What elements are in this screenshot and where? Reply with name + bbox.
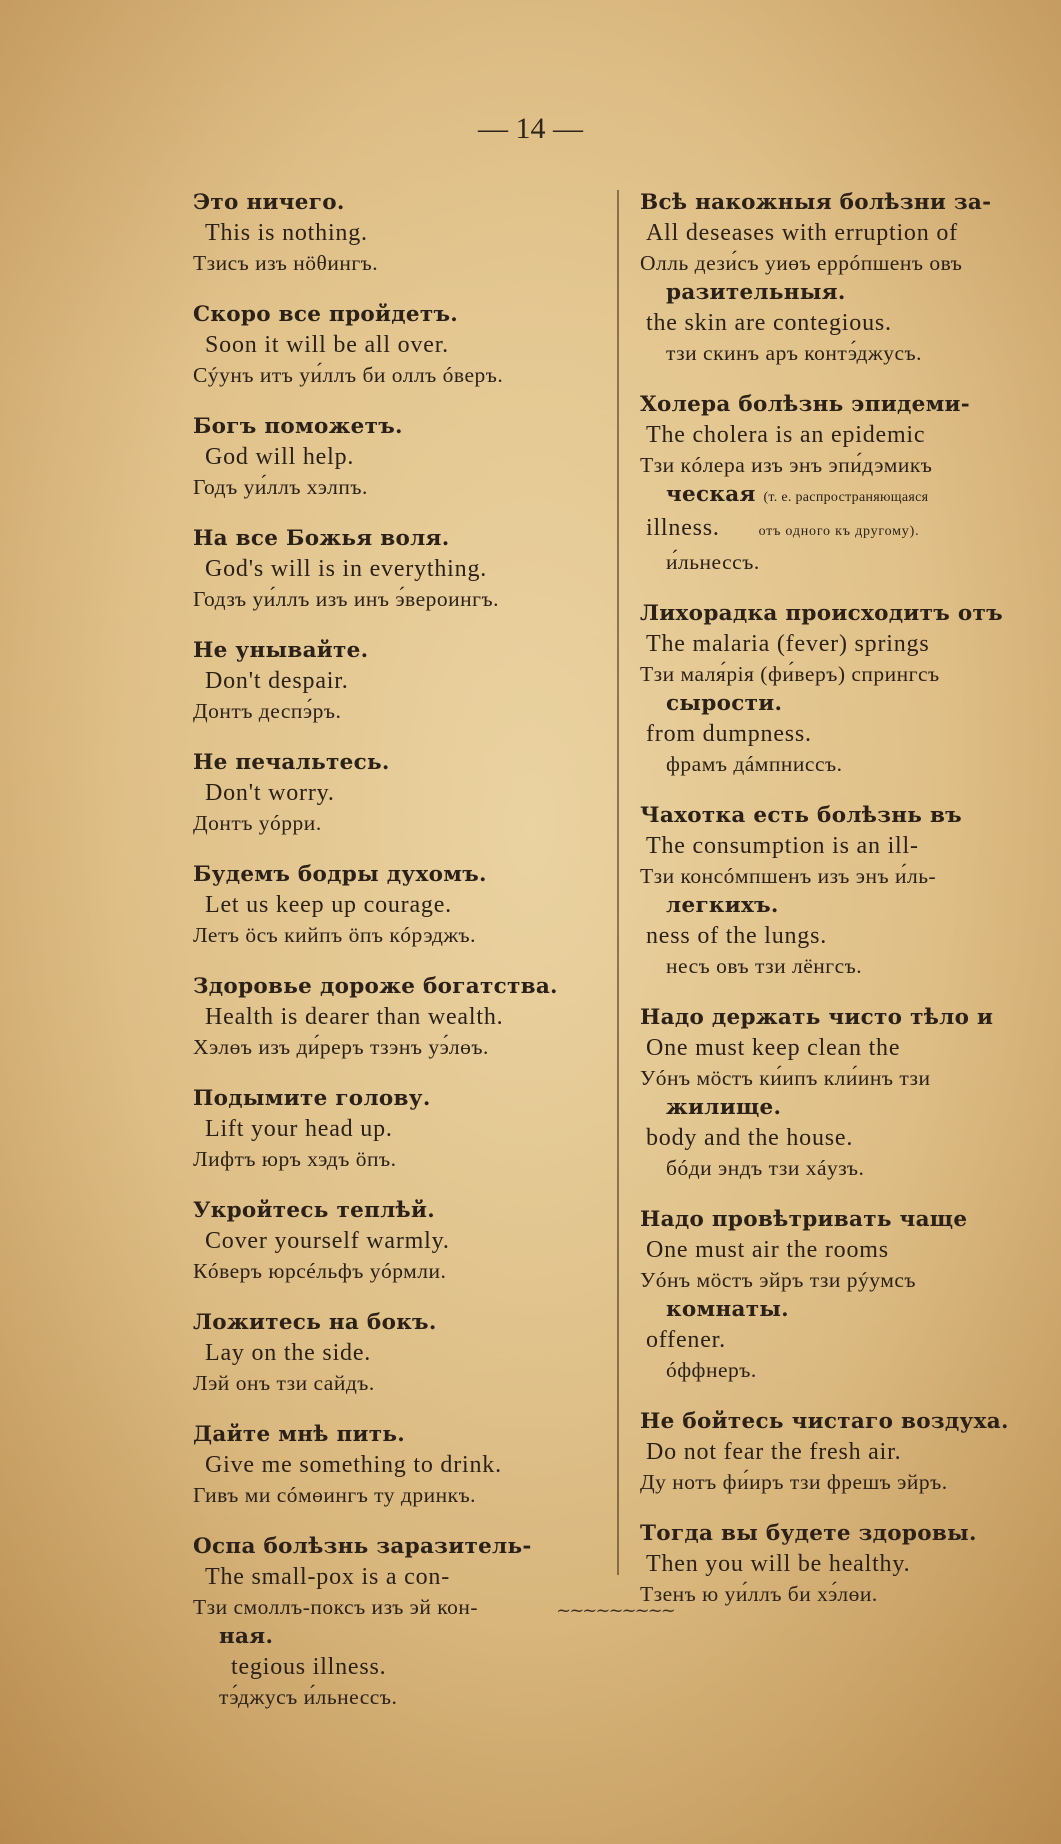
english-phrase-continued: from dumpness.	[646, 721, 812, 747]
transliteration: Тзи кóлера изъ энъ эпи́дэмикъ	[640, 453, 933, 477]
transliteration: Кóверъ юрсéльфъ уóрмли.	[193, 1259, 447, 1283]
english-phrase-continued: ness of the lungs.	[646, 923, 828, 949]
transliteration: Донтъ деспэ́ръ.	[193, 699, 342, 723]
transliteration: Годзъ уи́ллъ изъ инъ э́вероингъ.	[193, 587, 499, 611]
english-phrase-continued: tegious illness.	[231, 1654, 387, 1680]
russian-phrase: Скоро все пройдетъ.	[193, 302, 459, 327]
transliteration: Сýунъ итъ уи́ллъ би оллъ óверъ.	[193, 363, 504, 387]
transliteration: Тзи консóмпшенъ изъ энъ и́ль-	[640, 864, 937, 888]
english-phrase: The malaria (fever) springs	[646, 631, 930, 657]
right-column	[640, 188, 1048, 1631]
footnote-continuation: отъ одного къ другому).	[758, 524, 920, 539]
transliteration: Уóнъ мöстъ ки́ипъ кли́инъ тзи	[640, 1066, 931, 1090]
transliteration-continued: óффнеръ.	[666, 1358, 757, 1382]
phrase-entry	[640, 1003, 1048, 1183]
russian-phrase: Не бойтесь чистаго воздуха.	[640, 1409, 1009, 1434]
russian-phrase-continued: жилище.	[666, 1095, 782, 1120]
transliteration-continued: фрамъ дáмпниссъ.	[666, 752, 843, 776]
english-phrase-continued: offener.	[646, 1327, 726, 1353]
transliteration: Гивъ ми сóмөингъ ту дринкъ.	[193, 1483, 477, 1507]
english-phrase: The consumption is an ill-	[646, 833, 919, 859]
russian-phrase-continued: сырости.	[666, 691, 783, 716]
phrase-entry	[193, 748, 601, 838]
transliteration: Лифтъ юръ хэдъ öпъ.	[193, 1147, 397, 1171]
phrase-entry	[640, 1519, 1048, 1609]
transliteration: Тзенъ ю уи́ллъ би хэ́лөи.	[640, 1582, 878, 1606]
transliteration: Годъ уи́ллъ хэлпъ.	[193, 475, 368, 499]
english-word: illness.	[646, 515, 720, 541]
transliteration: Уóнъ мöстъ эйръ тзи рýумсъ	[640, 1268, 916, 1292]
russian-phrase-continued: разительныя.	[666, 280, 846, 305]
transliteration: Хэлөъ изъ ди́реръ тзэнъ уэ́лөъ.	[193, 1035, 489, 1059]
russian-phrase: Укройтесь теплѣй.	[193, 1198, 436, 1223]
russian-phrase: Тогда вы будете здоровы.	[640, 1521, 977, 1546]
russian-phrase: Будемъ бодры духомъ.	[193, 862, 487, 887]
russian-phrase: Подымите голову.	[193, 1086, 431, 1111]
phrase-entry	[193, 188, 601, 278]
english-phrase: Lift your head up.	[205, 1116, 393, 1142]
transliteration: Лэй онъ тзи сайдъ.	[193, 1371, 375, 1395]
phrase-entry	[640, 1205, 1048, 1385]
russian-phrase: Богъ поможетъ.	[193, 414, 403, 439]
transliteration-continued: бóди эндъ тзи хáузъ.	[666, 1156, 865, 1180]
english-phrase: All deseases with erruption of	[646, 220, 958, 246]
russian-phrase: Не унывайте.	[193, 638, 369, 663]
russian-phrase: Холера болѣзнь эпидеми-	[640, 392, 971, 417]
english-phrase: Let us keep up courage.	[205, 892, 452, 918]
russian-phrase-continued: комнаты.	[666, 1297, 789, 1322]
russian-phrase-continued: легкихъ.	[666, 893, 779, 918]
column-divider	[617, 190, 619, 1575]
phrase-entry	[193, 972, 601, 1062]
phrase-entry	[640, 599, 1048, 779]
english-phrase: Give me something to drink.	[205, 1452, 502, 1478]
transliteration: Ду нотъ фи́иръ тзи фрешъ эйръ.	[640, 1470, 948, 1494]
phrase-entry	[193, 1420, 601, 1510]
russian-phrase-continued	[640, 480, 1048, 513]
english-phrase-continued: the skin are contegious.	[646, 310, 892, 336]
english-phrase: The cholera is an epidemic	[646, 422, 926, 448]
page-number: — 14 —	[478, 112, 583, 145]
english-phrase: One must air the rooms	[646, 1237, 889, 1263]
transliteration: Тзи маля́рія (фи́веръ) спрингсъ	[640, 662, 940, 686]
phrase-entry	[193, 524, 601, 614]
phrase-entry	[193, 636, 601, 726]
russian-phrase: Чахотка есть болѣзнь въ	[640, 803, 962, 828]
russian-word: ческая	[666, 482, 756, 507]
english-phrase: God will help.	[205, 444, 355, 470]
russian-phrase: Лихорадка происходитъ отъ	[640, 601, 1003, 626]
decorative-tilde-rule: ~~~~~~~~~	[556, 1600, 674, 1621]
english-phrase: Don't worry.	[205, 780, 335, 806]
transliteration-continued: несъ овъ тзи лёнгсъ.	[666, 954, 863, 978]
russian-phrase: Не печальтесь.	[193, 750, 390, 775]
russian-phrase: Ложитесь на бокъ.	[193, 1310, 437, 1335]
phrase-entry	[193, 412, 601, 502]
russian-phrase: На все Божья воля.	[193, 526, 450, 551]
phrase-entry	[193, 1532, 601, 1712]
transliteration: Тзи смоллъ-поксъ изъ эй кон-	[193, 1595, 479, 1619]
english-phrase: The small-pox is a con-	[205, 1564, 451, 1590]
phrase-entry	[193, 1196, 601, 1286]
english-phrase: Don't despair.	[205, 668, 349, 694]
left-column	[193, 188, 601, 1734]
transliteration-continued: и́льнессъ.	[666, 550, 760, 574]
phrase-entry	[640, 1407, 1048, 1497]
russian-phrase: Здоровье дороже богатства.	[193, 974, 558, 999]
english-phrase: This is nothing.	[205, 220, 368, 246]
russian-phrase: Надо провѣтривать чаще	[640, 1207, 968, 1232]
russian-phrase: Всѣ накожныя болѣзни за-	[640, 190, 992, 215]
russian-phrase: Это ничего.	[193, 190, 345, 215]
russian-phrase: Дайте мнѣ пить.	[193, 1422, 406, 1447]
phrase-entry	[640, 390, 1048, 577]
russian-phrase: Надо держать чисто тѣло и	[640, 1005, 994, 1030]
english-phrase: Cover yourself warmly.	[205, 1228, 450, 1254]
phrase-entry	[193, 300, 601, 390]
phrase-entry	[193, 1308, 601, 1398]
footnote-russian: (т. е. распространяющаяся	[763, 490, 929, 505]
english-phrase: One must keep clean the	[646, 1035, 901, 1061]
phrase-entry	[193, 860, 601, 950]
transliteration: Донтъ уóрри.	[193, 811, 322, 835]
phrase-entry	[193, 1084, 601, 1174]
english-phrase-continued	[640, 513, 1048, 547]
english-phrase: Lay on the side.	[205, 1340, 372, 1366]
english-phrase: Soon it will be all over.	[205, 332, 449, 358]
transliteration-continued: тзи скинъ аръ контэ́джусъ.	[666, 341, 923, 365]
transliteration-continued: тэ́джусъ и́льнессъ.	[219, 1685, 398, 1709]
phrase-entry	[640, 801, 1048, 981]
transliteration: Летъ öсъ кийпъ öпъ кóрэджъ.	[193, 923, 476, 947]
russian-phrase: Оспа болѣзнь заразитель-	[193, 1534, 532, 1559]
russian-phrase-continued: ная.	[219, 1624, 274, 1649]
transliteration: Тзисъ изъ нöθингъ.	[193, 251, 379, 275]
english-phrase: God's will is in everything.	[205, 556, 488, 582]
english-phrase-continued: body and the house.	[646, 1125, 854, 1151]
english-phrase: Then you will be healthy.	[646, 1551, 911, 1577]
english-phrase: Health is dearer than wealth.	[205, 1004, 504, 1030]
phrase-entry	[640, 188, 1048, 368]
transliteration: Олль дези́съ уиөъ еррóпшенъ овъ	[640, 251, 963, 275]
english-phrase: Do not fear the fresh air.	[646, 1439, 902, 1465]
